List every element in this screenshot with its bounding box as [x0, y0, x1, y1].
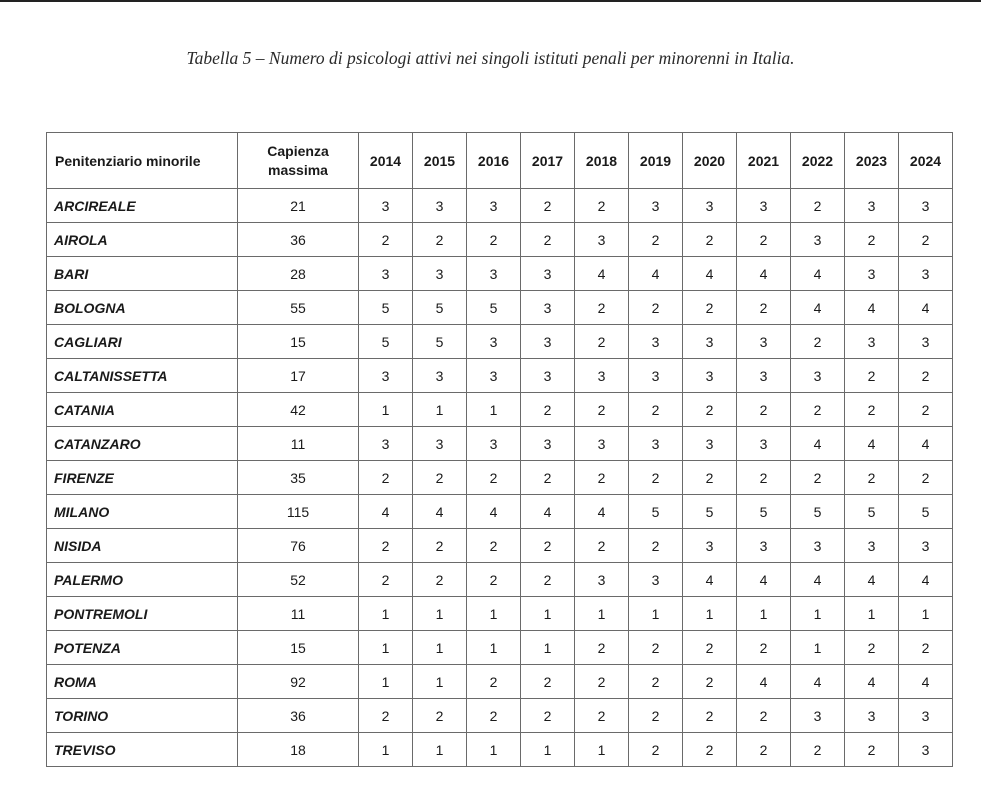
- cell-psychologist-count: 3: [845, 189, 899, 223]
- table-body: [47, 189, 953, 767]
- cell-psychologist-count: 2: [683, 223, 737, 257]
- cell-psychologist-count: 3: [845, 325, 899, 359]
- cell-psychologist-count: 1: [413, 631, 467, 665]
- cell-psychologist-count: 1: [521, 597, 575, 631]
- table-row: [47, 359, 953, 393]
- cell-psychologist-count: 4: [413, 495, 467, 529]
- cell-psychologist-count: 3: [845, 699, 899, 733]
- cell-penitentiary-name: CATANZARO: [47, 427, 238, 461]
- cell-psychologist-count: 2: [737, 223, 791, 257]
- cell-penitentiary-name: MILANO: [47, 495, 238, 529]
- cell-capacity: 36: [238, 699, 359, 733]
- cell-psychologist-count: 4: [791, 257, 845, 291]
- cell-psychologist-count: 3: [791, 223, 845, 257]
- cell-psychologist-count: 1: [467, 597, 521, 631]
- cell-capacity: 11: [238, 597, 359, 631]
- cell-psychologist-count: 3: [899, 257, 953, 291]
- cell-psychologist-count: 1: [791, 597, 845, 631]
- cell-capacity: 115: [238, 495, 359, 529]
- header-year: 2018: [575, 133, 629, 189]
- cell-psychologist-count: 5: [467, 291, 521, 325]
- table-row: [47, 495, 953, 529]
- cell-psychologist-count: 1: [629, 597, 683, 631]
- cell-psychologist-count: 2: [683, 291, 737, 325]
- cell-penitentiary-name: POTENZA: [47, 631, 238, 665]
- cell-psychologist-count: 3: [521, 427, 575, 461]
- cell-psychologist-count: 5: [791, 495, 845, 529]
- cell-psychologist-count: 4: [575, 257, 629, 291]
- cell-psychologist-count: 2: [467, 529, 521, 563]
- cell-psychologist-count: 2: [467, 563, 521, 597]
- cell-penitentiary-name: TORINO: [47, 699, 238, 733]
- cell-psychologist-count: 1: [359, 665, 413, 699]
- cell-psychologist-count: 2: [521, 189, 575, 223]
- table-caption: Tabella 5 – Numero di psicologi attivi nei singoli istituti penali per minorenni in Italia.: [186, 48, 795, 68]
- cell-psychologist-count: 2: [575, 189, 629, 223]
- cell-psychologist-count: 2: [845, 461, 899, 495]
- cell-penitentiary-name: AIROLA: [47, 223, 238, 257]
- cell-psychologist-count: 3: [467, 257, 521, 291]
- cell-psychologist-count: 2: [683, 733, 737, 767]
- cell-psychologist-count: 4: [521, 495, 575, 529]
- cell-psychologist-count: 1: [791, 631, 845, 665]
- cell-psychologist-count: 1: [413, 733, 467, 767]
- cell-psychologist-count: 3: [359, 257, 413, 291]
- cell-capacity: 36: [238, 223, 359, 257]
- cell-psychologist-count: 1: [521, 631, 575, 665]
- cell-psychologist-count: 1: [899, 597, 953, 631]
- cell-capacity: 55: [238, 291, 359, 325]
- header-year: 2019: [629, 133, 683, 189]
- cell-penitentiary-name: ROMA: [47, 665, 238, 699]
- cell-psychologist-count: 4: [899, 427, 953, 461]
- cell-psychologist-count: 3: [683, 529, 737, 563]
- cell-penitentiary-name: NISIDA: [47, 529, 238, 563]
- cell-psychologist-count: 2: [575, 699, 629, 733]
- cell-psychologist-count: 3: [737, 529, 791, 563]
- cell-psychologist-count: 2: [737, 733, 791, 767]
- cell-psychologist-count: 3: [359, 427, 413, 461]
- cell-psychologist-count: 4: [737, 257, 791, 291]
- cell-psychologist-count: 3: [737, 189, 791, 223]
- cell-psychologist-count: 3: [791, 699, 845, 733]
- cell-psychologist-count: 2: [521, 529, 575, 563]
- cell-psychologist-count: 2: [359, 563, 413, 597]
- cell-psychologist-count: 2: [683, 665, 737, 699]
- cell-psychologist-count: 3: [413, 189, 467, 223]
- cell-psychologist-count: 4: [845, 291, 899, 325]
- cell-psychologist-count: 1: [575, 733, 629, 767]
- cell-psychologist-count: 5: [737, 495, 791, 529]
- cell-psychologist-count: 2: [629, 529, 683, 563]
- cell-capacity: 35: [238, 461, 359, 495]
- cell-psychologist-count: 4: [899, 665, 953, 699]
- cell-psychologist-count: 2: [683, 631, 737, 665]
- cell-psychologist-count: 1: [359, 393, 413, 427]
- cell-psychologist-count: 3: [683, 189, 737, 223]
- cell-psychologist-count: 2: [575, 631, 629, 665]
- cell-psychologist-count: 2: [413, 699, 467, 733]
- cell-psychologist-count: 3: [413, 359, 467, 393]
- cell-psychologist-count: 4: [791, 427, 845, 461]
- header-capacity-line1: Capienza: [267, 142, 329, 159]
- cell-psychologist-count: 2: [845, 393, 899, 427]
- header-year: 2024: [899, 133, 953, 189]
- header-year: 2015: [413, 133, 467, 189]
- cell-psychologist-count: 2: [359, 529, 413, 563]
- cell-psychologist-count: 2: [413, 223, 467, 257]
- cell-psychologist-count: 2: [467, 461, 521, 495]
- cell-penitentiary-name: CAGLIARI: [47, 325, 238, 359]
- cell-psychologist-count: 3: [791, 529, 845, 563]
- cell-psychologist-count: 3: [575, 359, 629, 393]
- cell-penitentiary-name: BARI: [47, 257, 238, 291]
- cell-psychologist-count: 5: [413, 325, 467, 359]
- cell-psychologist-count: 1: [521, 733, 575, 767]
- cell-capacity: 52: [238, 563, 359, 597]
- header-year: 2016: [467, 133, 521, 189]
- cell-psychologist-count: 2: [575, 461, 629, 495]
- cell-psychologist-count: 4: [683, 257, 737, 291]
- cell-psychologist-count: 3: [359, 359, 413, 393]
- cell-psychologist-count: 2: [683, 699, 737, 733]
- cell-psychologist-count: 4: [737, 563, 791, 597]
- cell-psychologist-count: 2: [629, 223, 683, 257]
- cell-psychologist-count: 2: [683, 393, 737, 427]
- cell-psychologist-count: 2: [683, 461, 737, 495]
- cell-penitentiary-name: CALTANISSETTA: [47, 359, 238, 393]
- cell-capacity: 76: [238, 529, 359, 563]
- cell-capacity: 42: [238, 393, 359, 427]
- cell-psychologist-count: 3: [629, 189, 683, 223]
- cell-psychologist-count: 3: [791, 359, 845, 393]
- cell-psychologist-count: 2: [899, 223, 953, 257]
- cell-psychologist-count: 4: [791, 563, 845, 597]
- cell-psychologist-count: 3: [737, 325, 791, 359]
- cell-psychologist-count: 4: [899, 563, 953, 597]
- cell-psychologist-count: 5: [359, 325, 413, 359]
- cell-psychologist-count: 2: [413, 563, 467, 597]
- cell-psychologist-count: 1: [413, 665, 467, 699]
- cell-psychologist-count: 1: [467, 733, 521, 767]
- header-penitentiary: Penitenziario minorile: [47, 133, 238, 189]
- cell-psychologist-count: 2: [791, 189, 845, 223]
- cell-psychologist-count: 4: [683, 563, 737, 597]
- cell-psychologist-count: 4: [737, 665, 791, 699]
- cell-capacity: 17: [238, 359, 359, 393]
- table-row: [47, 733, 953, 767]
- cell-psychologist-count: 3: [575, 563, 629, 597]
- table-row: [47, 597, 953, 631]
- header-year: 2017: [521, 133, 575, 189]
- table-row: [47, 189, 953, 223]
- cell-psychologist-count: 3: [899, 189, 953, 223]
- cell-psychologist-count: 4: [845, 665, 899, 699]
- cell-penitentiary-name: FIRENZE: [47, 461, 238, 495]
- table-row: [47, 529, 953, 563]
- cell-psychologist-count: 2: [575, 291, 629, 325]
- table-row: [47, 665, 953, 699]
- cell-capacity: 15: [238, 631, 359, 665]
- cell-psychologist-count: 3: [467, 325, 521, 359]
- cell-psychologist-count: 4: [467, 495, 521, 529]
- table-row: [47, 393, 953, 427]
- cell-psychologist-count: 5: [629, 495, 683, 529]
- cell-psychologist-count: 3: [413, 257, 467, 291]
- cell-psychologist-count: 2: [413, 461, 467, 495]
- cell-psychologist-count: 3: [629, 325, 683, 359]
- cell-psychologist-count: 2: [629, 631, 683, 665]
- cell-psychologist-count: 2: [359, 699, 413, 733]
- table-row: [47, 631, 953, 665]
- cell-psychologist-count: 2: [845, 631, 899, 665]
- cell-psychologist-count: 2: [629, 733, 683, 767]
- cell-psychologist-count: 2: [521, 461, 575, 495]
- psychologists-table: [46, 132, 953, 767]
- header-capacity: [238, 133, 359, 189]
- cell-psychologist-count: 2: [575, 325, 629, 359]
- cell-psychologist-count: 3: [737, 427, 791, 461]
- cell-psychologist-count: 5: [413, 291, 467, 325]
- header-year: 2020: [683, 133, 737, 189]
- cell-psychologist-count: 3: [845, 257, 899, 291]
- cell-capacity: 92: [238, 665, 359, 699]
- cell-psychologist-count: 4: [899, 291, 953, 325]
- cell-penitentiary-name: ARCIREALE: [47, 189, 238, 223]
- cell-psychologist-count: 4: [629, 257, 683, 291]
- cell-psychologist-count: 4: [791, 291, 845, 325]
- cell-psychologist-count: 4: [359, 495, 413, 529]
- cell-psychologist-count: 1: [683, 597, 737, 631]
- cell-psychologist-count: 3: [467, 427, 521, 461]
- cell-psychologist-count: 2: [521, 563, 575, 597]
- cell-psychologist-count: 3: [467, 359, 521, 393]
- cell-penitentiary-name: CATANIA: [47, 393, 238, 427]
- cell-penitentiary-name: PONTREMOLI: [47, 597, 238, 631]
- cell-psychologist-count: 2: [737, 393, 791, 427]
- cell-psychologist-count: 2: [629, 665, 683, 699]
- cell-psychologist-count: 2: [521, 393, 575, 427]
- cell-psychologist-count: 2: [737, 699, 791, 733]
- cell-psychologist-count: 3: [575, 223, 629, 257]
- cell-psychologist-count: 2: [467, 223, 521, 257]
- cell-psychologist-count: 2: [467, 699, 521, 733]
- cell-psychologist-count: 3: [737, 359, 791, 393]
- top-rule: [0, 0, 981, 2]
- cell-psychologist-count: 3: [899, 699, 953, 733]
- cell-psychologist-count: 2: [359, 461, 413, 495]
- cell-psychologist-count: 1: [359, 597, 413, 631]
- cell-psychologist-count: 2: [899, 631, 953, 665]
- cell-psychologist-count: 3: [899, 733, 953, 767]
- cell-capacity: 21: [238, 189, 359, 223]
- cell-psychologist-count: 1: [413, 393, 467, 427]
- cell-psychologist-count: 3: [845, 529, 899, 563]
- cell-psychologist-count: 2: [737, 461, 791, 495]
- cell-psychologist-count: 3: [575, 427, 629, 461]
- cell-psychologist-count: 3: [413, 427, 467, 461]
- cell-psychologist-count: 1: [467, 631, 521, 665]
- cell-psychologist-count: 2: [521, 665, 575, 699]
- cell-psychologist-count: 2: [737, 631, 791, 665]
- cell-psychologist-count: 2: [791, 733, 845, 767]
- table-row: [47, 325, 953, 359]
- cell-psychologist-count: 3: [629, 563, 683, 597]
- cell-psychologist-count: 2: [791, 325, 845, 359]
- table-row: [47, 291, 953, 325]
- header-row: [47, 133, 953, 189]
- cell-psychologist-count: 2: [845, 359, 899, 393]
- header-year: 2022: [791, 133, 845, 189]
- table-row: [47, 257, 953, 291]
- cell-psychologist-count: 2: [899, 393, 953, 427]
- cell-psychologist-count: 3: [359, 189, 413, 223]
- table-row: [47, 461, 953, 495]
- cell-psychologist-count: 2: [467, 665, 521, 699]
- cell-psychologist-count: 2: [521, 223, 575, 257]
- cell-psychologist-count: 3: [521, 257, 575, 291]
- cell-psychologist-count: 3: [521, 291, 575, 325]
- cell-psychologist-count: 3: [683, 359, 737, 393]
- cell-psychologist-count: 3: [521, 359, 575, 393]
- cell-psychologist-count: 3: [629, 427, 683, 461]
- header-year: 2021: [737, 133, 791, 189]
- cell-psychologist-count: 2: [413, 529, 467, 563]
- cell-psychologist-count: 2: [359, 223, 413, 257]
- cell-psychologist-count: 5: [683, 495, 737, 529]
- cell-psychologist-count: 3: [899, 325, 953, 359]
- cell-psychologist-count: 1: [359, 631, 413, 665]
- header-year: 2014: [359, 133, 413, 189]
- table-row: [47, 699, 953, 733]
- cell-psychologist-count: 2: [521, 699, 575, 733]
- table-row: [47, 563, 953, 597]
- cell-penitentiary-name: PALERMO: [47, 563, 238, 597]
- cell-psychologist-count: 3: [683, 325, 737, 359]
- cell-psychologist-count: 4: [575, 495, 629, 529]
- header-capacity-line2: massima: [268, 161, 328, 178]
- cell-psychologist-count: 2: [899, 359, 953, 393]
- cell-capacity: 11: [238, 427, 359, 461]
- cell-psychologist-count: 5: [845, 495, 899, 529]
- cell-psychologist-count: 3: [521, 325, 575, 359]
- cell-psychologist-count: 1: [737, 597, 791, 631]
- cell-psychologist-count: 2: [845, 223, 899, 257]
- cell-psychologist-count: 2: [737, 291, 791, 325]
- cell-psychologist-count: 1: [359, 733, 413, 767]
- cell-psychologist-count: 2: [575, 529, 629, 563]
- cell-capacity: 18: [238, 733, 359, 767]
- table-row: [47, 223, 953, 257]
- cell-psychologist-count: 4: [791, 665, 845, 699]
- cell-psychologist-count: 2: [791, 461, 845, 495]
- cell-psychologist-count: 1: [413, 597, 467, 631]
- cell-psychologist-count: 5: [359, 291, 413, 325]
- cell-psychologist-count: 5: [899, 495, 953, 529]
- cell-capacity: 15: [238, 325, 359, 359]
- cell-psychologist-count: 4: [845, 427, 899, 461]
- cell-psychologist-count: 2: [899, 461, 953, 495]
- cell-psychologist-count: 3: [683, 427, 737, 461]
- header-year: 2023: [845, 133, 899, 189]
- cell-penitentiary-name: BOLOGNA: [47, 291, 238, 325]
- cell-psychologist-count: 3: [629, 359, 683, 393]
- cell-psychologist-count: 1: [845, 597, 899, 631]
- cell-psychologist-count: 2: [629, 291, 683, 325]
- cell-psychologist-count: 4: [845, 563, 899, 597]
- cell-psychologist-count: 2: [791, 393, 845, 427]
- cell-psychologist-count: 2: [575, 393, 629, 427]
- cell-psychologist-count: 2: [575, 665, 629, 699]
- cell-psychologist-count: 1: [467, 393, 521, 427]
- cell-psychologist-count: 1: [575, 597, 629, 631]
- cell-psychologist-count: 3: [899, 529, 953, 563]
- table-row: [47, 427, 953, 461]
- cell-psychologist-count: 3: [467, 189, 521, 223]
- cell-psychologist-count: 2: [629, 461, 683, 495]
- cell-psychologist-count: 2: [629, 393, 683, 427]
- cell-penitentiary-name: TREVISO: [47, 733, 238, 767]
- cell-capacity: 28: [238, 257, 359, 291]
- cell-psychologist-count: 2: [629, 699, 683, 733]
- cell-psychologist-count: 2: [845, 733, 899, 767]
